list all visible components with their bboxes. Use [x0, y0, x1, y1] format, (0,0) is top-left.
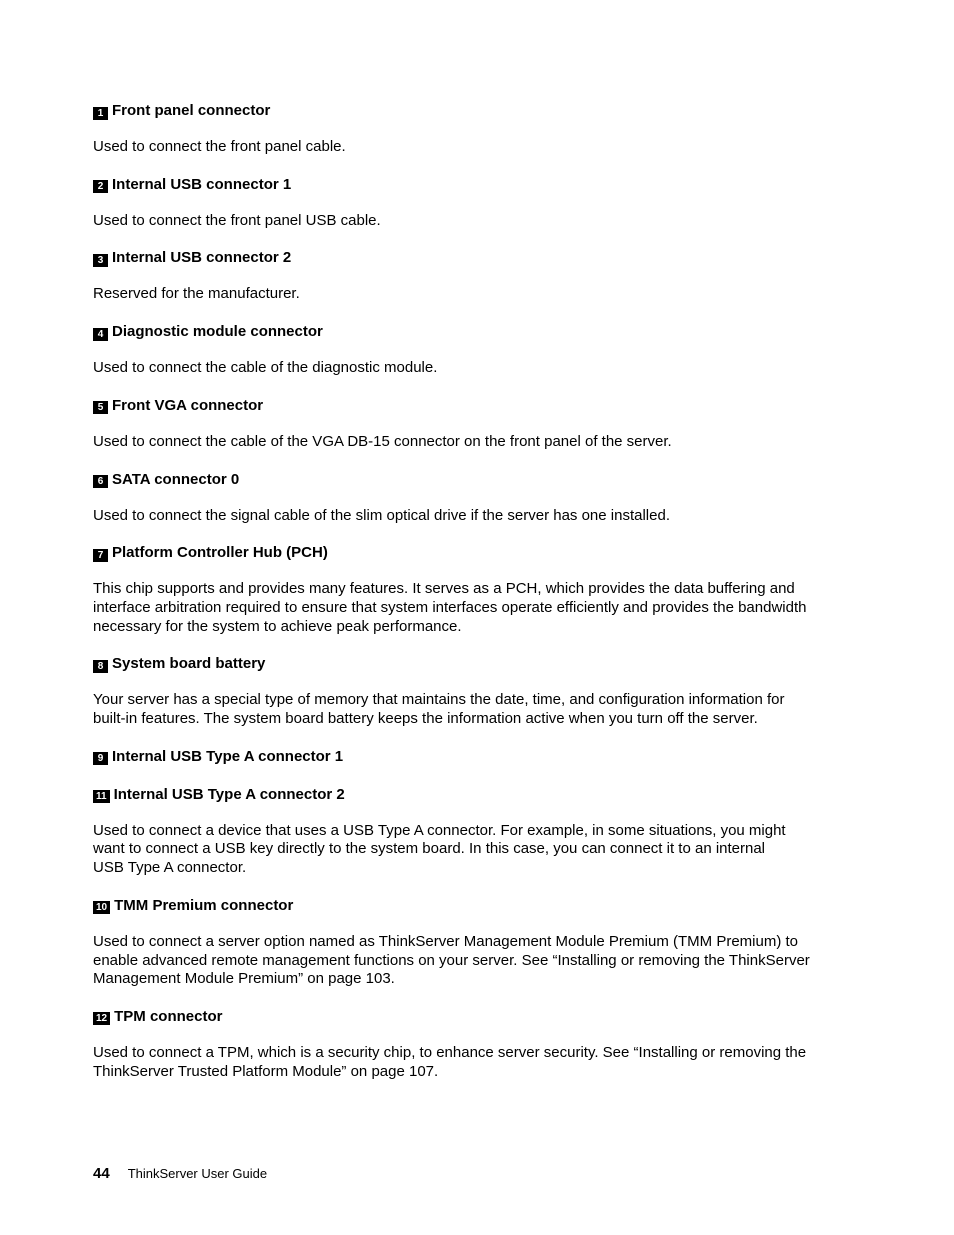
section-title: System board battery: [112, 655, 266, 673]
section-title: TMM Premium connector: [114, 896, 294, 914]
section-description: Used to connect the cable of the VGA DB-15 connector on the front panel of the server.: [93, 432, 672, 450]
callout-number: 10: [93, 901, 110, 914]
section-title: Internal USB Type A connector 2: [113, 785, 345, 803]
callout-number: 8: [93, 660, 108, 673]
callout-number: 9: [93, 752, 108, 765]
section-description: Used to connect the front panel cable.: [93, 138, 346, 155]
section-description: Your server has a special type of memory that maintains the date, time, and configuration information for built-in features. The system board battery keeps the information active when you turn off the server.: [93, 691, 785, 728]
section-heading: [93, 248, 845, 268]
section-heading: [93, 654, 845, 674]
document-body: [93, 101, 845, 1081]
section-title: Internal USB connector 2: [112, 249, 292, 267]
section-heading: [93, 470, 845, 490]
callout-number: 7: [93, 549, 108, 562]
section-description: Used to connect a device that uses a USB Type A connector. For example, in some situations, you might want to connect a USB key directly to the system board. In this case, you can connect it to an internal USB Type A connector.: [93, 821, 786, 877]
callout-number: 2: [93, 180, 108, 193]
section-title: SATA connector 0: [112, 470, 240, 488]
page-footer: [93, 1165, 267, 1182]
section-title: Front panel connector: [112, 102, 271, 119]
section-heading: [93, 175, 845, 195]
section-heading: [93, 1007, 845, 1027]
callout-number: 6: [93, 475, 108, 488]
callout-number: 3: [93, 254, 108, 267]
book-title: ThinkServer User Guide: [127, 1166, 268, 1181]
section-description: Used to connect the signal cable of the slim optical drive if the server has one installed.: [93, 506, 670, 524]
section-heading: [93, 396, 845, 416]
section-title: Diagnostic module connector: [112, 323, 323, 341]
callout-number: 1: [93, 107, 108, 120]
section-heading: [93, 543, 845, 563]
section-description: Reserved for the manufacturer.: [93, 285, 300, 303]
section-description: Used to connect a TPM, which is a security chip, to enhance server security. See “Installing or removing the ThinkServer Trusted Platform Module” on page 107.: [93, 1043, 807, 1080]
callout-number: 11: [93, 790, 110, 803]
section-title: Internal USB Type A connector 1: [112, 747, 344, 765]
section-title: Front VGA connector: [112, 396, 264, 414]
callout-number: 5: [93, 401, 108, 414]
section-description: Used to connect a server option named as ThinkServer Management Module Premium (TMM Premium) to enable advanced remote management functions on your server. See “Installing or removing the ThinkServer Management Module Premium” on page 103.: [93, 932, 810, 988]
section-description: Used to connect the cable of the diagnostic module.: [93, 359, 438, 377]
callout-number: 12: [93, 1012, 110, 1025]
section-title: TPM connector: [114, 1007, 223, 1025]
callout-number: 4: [93, 328, 108, 341]
page-number: 44: [93, 1165, 110, 1182]
section-title: Platform Controller Hub (PCH): [112, 544, 328, 562]
section-heading: [93, 785, 845, 805]
section-description: This chip supports and provides many features. It serves as a PCH, which provides the data buffering and interface arbitration required to ensure that system interfaces operate efficiently and provides the bandwidth necessary for the system to achieve peak performance.: [93, 580, 807, 635]
section-heading: [93, 322, 845, 342]
section-description: Used to connect the front panel USB cable.: [93, 211, 381, 229]
section-heading: [93, 747, 845, 767]
section-title: Internal USB connector 1: [112, 175, 292, 193]
section-heading: [93, 101, 845, 121]
section-heading: [93, 896, 845, 916]
